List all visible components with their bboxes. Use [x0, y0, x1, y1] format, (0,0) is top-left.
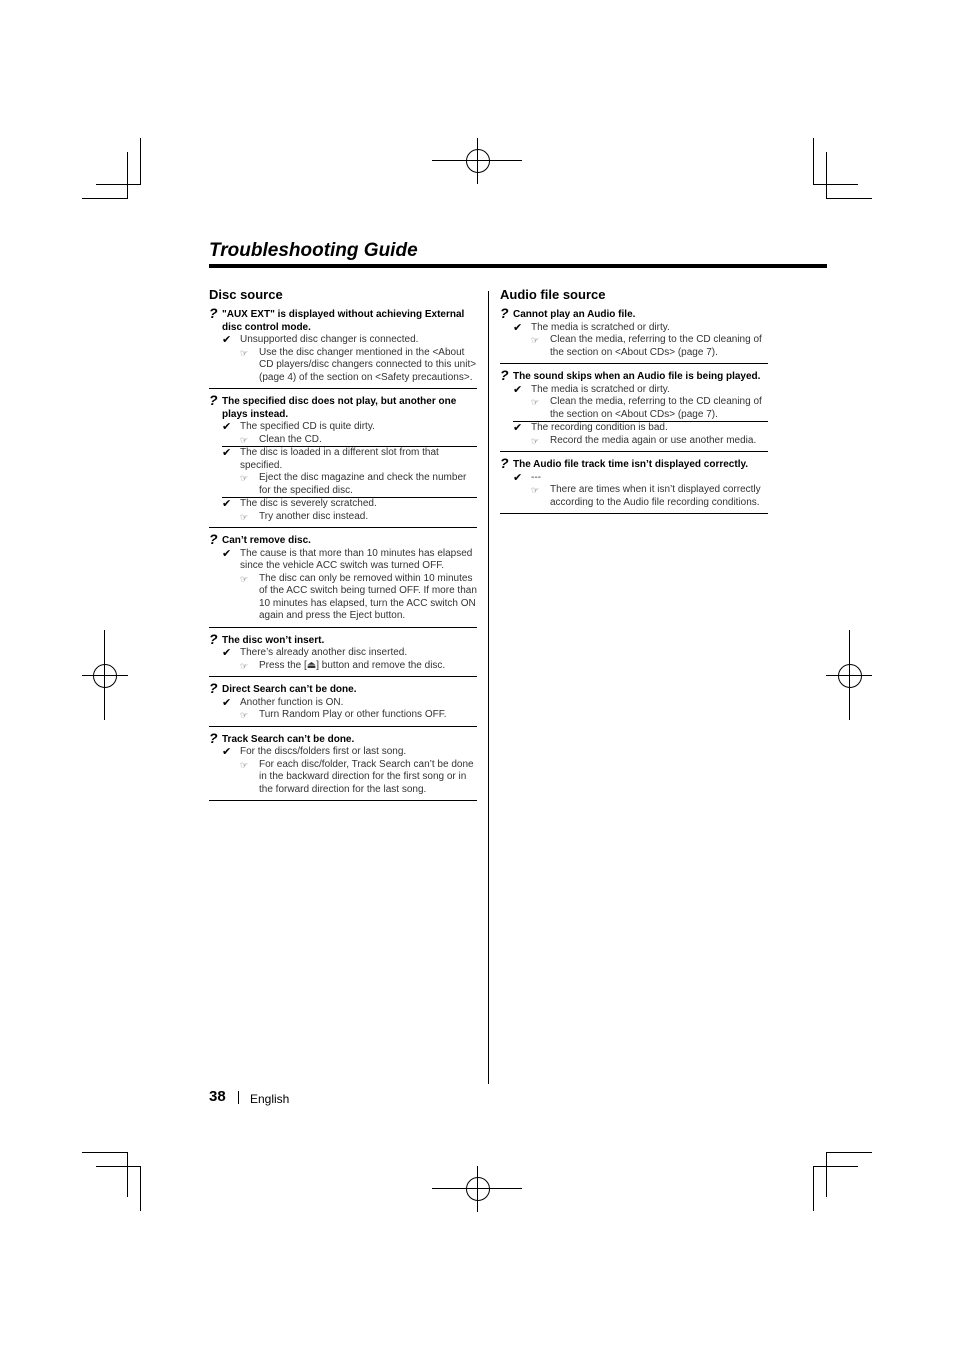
question-icon: ? [500, 367, 509, 383]
check-icon: ✔ [222, 647, 232, 659]
check-icon: ✔ [513, 321, 523, 334]
problem-track-search [209, 729, 477, 802]
problem-cant-remove-disc [209, 531, 477, 628]
page-title: Troubleshooting Guide [209, 240, 418, 261]
footer-divider [238, 1091, 239, 1104]
cause-text: --- [531, 471, 541, 483]
question-icon: ? [209, 392, 218, 408]
problem-question: The sound skips when an Audio file is being played. [513, 371, 761, 382]
remedy-text: Turn Random Play or other functions OFF. [259, 709, 447, 720]
problem-question: Direct Search can’t be done. [222, 684, 357, 695]
pointing-hand-icon: ☞ [240, 573, 249, 584]
question-icon: ? [500, 305, 509, 321]
problem-sound-skips [500, 367, 768, 452]
pointing-hand-icon: ☞ [531, 485, 540, 495]
pointing-hand-icon: ☞ [240, 473, 249, 483]
pointing-hand-icon: ☞ [240, 511, 249, 522]
cause-text: Unsupported disc changer is connected. [240, 334, 419, 345]
pointing-hand-icon: ☞ [531, 397, 540, 407]
remedy-text: Eject the disc magazine and check the number for the specified disc. [259, 472, 467, 496]
problem-question: Cannot play an Audio file. [513, 309, 636, 320]
check-icon: ✔ [222, 447, 232, 459]
remedy-text: Press the [⏏] button and remove the disc. [259, 659, 446, 671]
remedy-text: Clean the media, referring to the CD cleaning of the section on <About CDs> (page 7). [550, 334, 762, 358]
cause-text: The media is scratched or dirty. [531, 383, 670, 395]
question-icon: ? [209, 305, 218, 321]
cause-text: The media is scratched or dirty. [531, 321, 670, 333]
title-rule [209, 264, 827, 268]
check-icon: ✔ [222, 746, 232, 758]
question-icon: ? [500, 455, 509, 471]
problem-question: The specified disc does not play, but another one plays instead. [222, 396, 457, 420]
page-number: 38 [209, 1088, 226, 1105]
question-icon: ? [209, 531, 218, 547]
section-title-disc-source: Disc source [209, 287, 283, 302]
pointing-hand-icon: ☞ [240, 347, 249, 358]
problem-disc-wont-insert [209, 630, 477, 678]
question-icon: ? [209, 729, 218, 746]
cause-text: The disc is severely scratched. [240, 498, 377, 509]
pointing-hand-icon: ☞ [240, 759, 249, 770]
check-icon: ✔ [222, 547, 232, 560]
problem-question: "AUX EXT" is displayed without achieving External disc control mode. [222, 309, 465, 333]
cause-text: Another function is ON. [240, 696, 344, 708]
cause-text: The specified CD is quite dirty. [240, 421, 375, 432]
problem-track-time [500, 455, 768, 514]
problem-question: Can’t remove disc. [222, 535, 311, 546]
cause-text: The cause is that more than 10 minutes has elapsed since the vehicle ACC switch was turned OFF. [240, 547, 473, 571]
check-icon: ✔ [513, 422, 523, 434]
cause-text: The recording condition is bad. [531, 422, 668, 433]
remedy-text: For each disc/folder, Track Search can’t be done in the backward direction for the first song or in the forward direction for the last song. [259, 758, 474, 795]
cause-text: For the discs/folders first or last song. [240, 746, 407, 757]
remedy-text: There are times when it isn’t displayed correctly according to the Audio file recording conditions. [550, 484, 761, 508]
check-icon: ✔ [222, 334, 232, 346]
remedy-text: Record the media again or use another media. [550, 434, 757, 446]
problem-question: The Audio file track time isn’t displayed correctly. [513, 459, 749, 470]
cause-text: The disc is loaded in a different slot from that specified. [240, 447, 439, 471]
check-icon: ✔ [513, 383, 523, 396]
question-icon: ? [209, 630, 218, 647]
check-icon: ✔ [222, 498, 232, 510]
section-title-audio-file-source: Audio file source [500, 287, 606, 302]
pointing-hand-icon: ☞ [240, 710, 249, 720]
pointing-hand-icon: ☞ [531, 335, 540, 345]
page-language: English [250, 1092, 290, 1106]
check-icon: ✔ [222, 421, 232, 433]
problem-question: The disc won’t insert. [222, 634, 325, 646]
remedy-text: Use the disc changer mentioned in the <About CD players/disc changers connected to this unit> (page 4) of the section on <Safety precautions>. [259, 346, 477, 383]
audio-file-source-column [500, 287, 768, 521]
problem-question: Track Search can’t be done. [222, 733, 355, 745]
problem-wrong-disc [209, 392, 477, 528]
remedy-text: Try another disc instead. [259, 510, 369, 522]
problem-direct-search [209, 680, 477, 727]
problem-cannot-play-audio [500, 305, 768, 364]
cause-text: There’s already another disc inserted. [240, 647, 408, 658]
pointing-hand-icon: ☞ [531, 435, 540, 446]
remedy-text: Clean the media, referring to the CD cleaning of the section on <About CDs> (page 7). [550, 396, 762, 420]
pointing-hand-icon: ☞ [240, 660, 249, 671]
column-divider [488, 291, 489, 1084]
remedy-text: Clean the CD. [259, 433, 322, 445]
pointing-hand-icon: ☞ [240, 434, 249, 445]
problem-aux-ext [209, 305, 477, 389]
disc-source-column [209, 287, 477, 808]
check-icon: ✔ [513, 471, 523, 484]
question-icon: ? [209, 680, 218, 696]
remedy-text: The disc can only be removed within 10 minutes of the ACC switch being turned OFF. If more than 10 minutes has elapsed, turn the ACC switch ON again and press the Eject button. [259, 572, 477, 621]
check-icon: ✔ [222, 696, 232, 709]
